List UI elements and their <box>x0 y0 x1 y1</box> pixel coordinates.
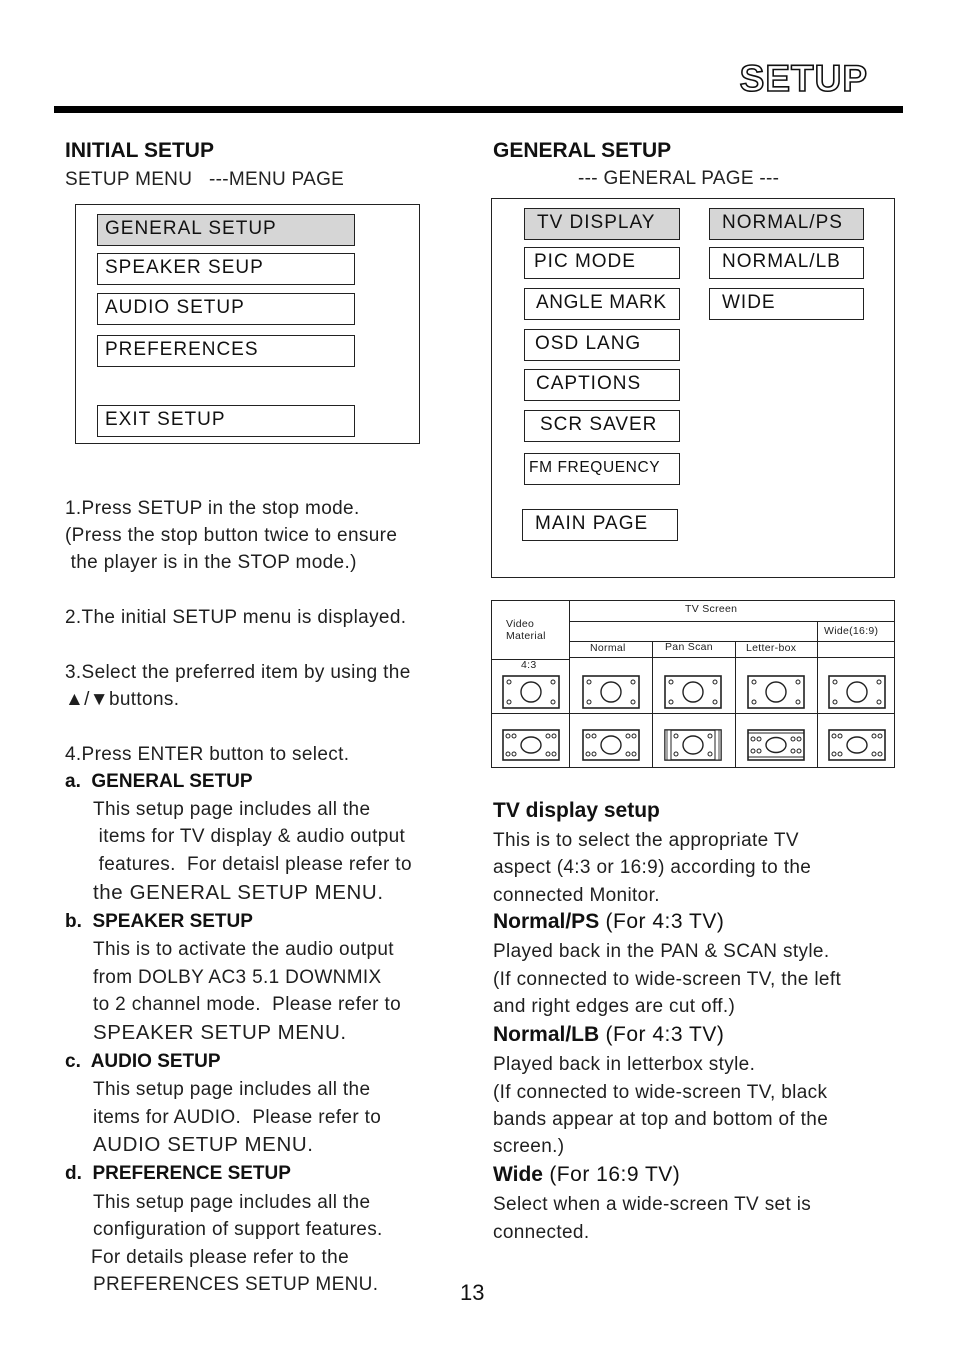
screen-4-3-icon <box>828 675 886 709</box>
table-divider <box>817 621 818 767</box>
menu-item-fm-frequency[interactable]: FM FREQUENCY <box>524 453 680 485</box>
step-1: 1.Press SETUP in the stop mode. <box>65 498 360 519</box>
screen-4-3-icon <box>502 675 560 709</box>
menu-item-preferences[interactable]: PREFERENCES <box>97 335 355 367</box>
column-pan-scan: Pan Scan <box>665 641 713 653</box>
step-1-note-a: (Press the stop button twice to ensure <box>65 525 398 546</box>
tv-display-setup-heading: TV display setup <box>493 799 660 822</box>
section-preference-setup-line: configuration of support features. <box>93 1219 383 1240</box>
section-speaker-setup-label: b. SPEAKER SETUP <box>65 911 253 932</box>
section-preference-setup-line: This setup page includes all the <box>93 1192 371 1213</box>
screen-normal-icon <box>502 729 560 761</box>
option-normal-lb[interactable]: NORMAL/LB <box>709 247 864 279</box>
step-3-buttons: ▲/▼buttons. <box>65 689 180 710</box>
screen-letterbox-bars-icon <box>747 729 805 761</box>
general-page-panel <box>491 198 895 578</box>
table-divider <box>569 601 570 767</box>
mode-wide-heading <box>493 1163 680 1187</box>
tv-display-text: aspect (4:3 or 16:9) according to the <box>493 857 812 878</box>
mode-note: (For 4:3 TV) <box>599 1023 725 1046</box>
page-number: 13 <box>460 1280 485 1305</box>
menu-item-tv-display[interactable]: TV DISPLAY <box>524 208 680 240</box>
table-divider <box>817 641 894 642</box>
mode-wide-line: Select when a wide-screen TV set is <box>493 1194 812 1215</box>
page-title: SETUP <box>739 58 868 99</box>
mode-normal-lb-line: Played back in letterbox style. <box>493 1054 756 1075</box>
tv-screen-label: TV Screen <box>685 603 738 615</box>
column-normal: Normal <box>590 642 626 654</box>
screen-wide-icon <box>828 729 886 761</box>
option-normal-ps[interactable]: NORMAL/PS <box>709 208 864 240</box>
menu-item-pic-mode[interactable]: PIC MODE <box>524 247 680 279</box>
section-preference-setup-line: PREFERENCES SETUP MENU. <box>93 1274 379 1295</box>
mode-normal-ps-line: (If connected to wide-screen TV, the left <box>493 969 842 990</box>
menu-item-audio-setup[interactable]: AUDIO SETUP <box>97 293 355 325</box>
column-letter-box: Letter-box <box>746 642 797 654</box>
screen-4-3-icon <box>747 675 805 709</box>
section-preference-setup-line: For details please refer to the <box>91 1247 349 1268</box>
step-4: 4.Press ENTER button to select. <box>65 744 350 765</box>
initial-setup-heading: INITIAL SETUP <box>65 139 214 162</box>
corner-label-material: Material <box>506 630 546 642</box>
header-rule <box>54 106 903 113</box>
mode-name: Wide <box>493 1163 543 1186</box>
step-1-note-b: the player is in the STOP mode.) <box>65 552 357 573</box>
menu-item-angle-mark[interactable]: ANGLE MARK <box>524 288 680 320</box>
mode-normal-ps-line: Played back in the PAN & SCAN style. <box>493 941 830 962</box>
menu-item-exit-setup[interactable]: EXIT SETUP <box>97 405 355 437</box>
table-divider <box>492 713 894 714</box>
section-audio-setup-label: c. AUDIO SETUP <box>65 1051 221 1072</box>
mode-normal-lb-line: (If connected to wide-screen TV, black <box>493 1082 828 1103</box>
section-speaker-setup-line: to 2 channel mode. Please refer to <box>93 994 401 1015</box>
menu-item-speaker-setup[interactable]: SPEAKER SEUP <box>97 253 355 285</box>
initial-setup-subheading: SETUP MENU ---MENU PAGE <box>65 169 345 190</box>
section-audio-setup-line: items for AUDIO. Please refer to <box>93 1107 382 1128</box>
step-3: 3.Select the preferred item by using the <box>65 662 411 683</box>
mode-wide-line: connected. <box>493 1222 590 1243</box>
section-general-setup-closing: the GENERAL SETUP MENU. <box>93 881 384 904</box>
screen-pan-scan-icon <box>582 729 640 761</box>
section-preference-setup-label: d. PREFERENCE SETUP <box>65 1163 291 1184</box>
aspect-ratio-table <box>491 600 895 768</box>
general-page-subheading: --- GENERAL PAGE --- <box>578 168 780 189</box>
section-general-setup-label: a. GENERAL SETUP <box>65 771 253 792</box>
section-general-setup-line: This setup page includes all the <box>93 799 371 820</box>
section-audio-setup-line: This setup page includes all the <box>93 1079 371 1100</box>
mode-normal-lb-heading <box>493 1023 724 1047</box>
tv-display-text: connected Monitor. <box>493 885 660 906</box>
mode-name: Normal/PS <box>493 910 600 933</box>
screen-4-3-icon <box>582 675 640 709</box>
screen-4-3-icon <box>664 675 722 709</box>
mode-note: (For 4:3 TV) <box>599 910 725 933</box>
tv-display-text: This is to select the appropriate TV <box>493 830 799 851</box>
mode-normal-lb-line: screen.) <box>493 1136 565 1157</box>
column-wide: Wide(16:9) <box>824 625 879 637</box>
section-speaker-setup-line: from DOLBY AC3 5.1 DOWNMIX <box>93 967 382 988</box>
section-general-setup-line: features. For detaisl please refer to <box>93 854 412 875</box>
section-speaker-setup-line: This is to activate the audio output <box>93 939 394 960</box>
section-audio-setup-closing: AUDIO SETUP MENU. <box>93 1133 314 1156</box>
menu-item-osd-lang[interactable]: OSD LANG <box>524 329 680 361</box>
menu-item-captions[interactable]: CAPTIONS <box>524 369 680 401</box>
corner-label-video: Video <box>506 618 535 630</box>
section-general-setup-line: items for TV display & audio output <box>93 826 406 847</box>
screen-letterbox-icon <box>664 729 722 761</box>
table-divider <box>569 657 894 658</box>
setup-menu-panel <box>75 204 420 444</box>
option-wide[interactable]: WIDE <box>709 288 864 320</box>
table-divider <box>735 641 736 767</box>
row-label-4-3: 4:3 <box>521 659 537 671</box>
section-speaker-setup-closing: SPEAKER SETUP MENU. <box>93 1021 347 1044</box>
step-2: 2.The initial SETUP menu is displayed. <box>65 607 407 628</box>
mode-normal-ps-heading <box>493 910 724 934</box>
mode-note: (For 16:9 TV) <box>542 1163 681 1186</box>
general-setup-heading: GENERAL SETUP <box>493 139 672 162</box>
table-divider <box>652 641 653 767</box>
menu-item-main-page[interactable]: MAIN PAGE <box>522 509 678 541</box>
mode-normal-ps-line: and right edges are cut off.) <box>493 996 736 1017</box>
mode-normal-lb-line: bands appear at top and bottom of the <box>493 1109 829 1130</box>
table-divider <box>569 621 894 622</box>
menu-item-general-setup[interactable]: GENERAL SETUP <box>97 214 355 246</box>
menu-item-scr-saver[interactable]: SCR SAVER <box>524 410 680 442</box>
mode-name: Normal/LB <box>493 1023 600 1046</box>
